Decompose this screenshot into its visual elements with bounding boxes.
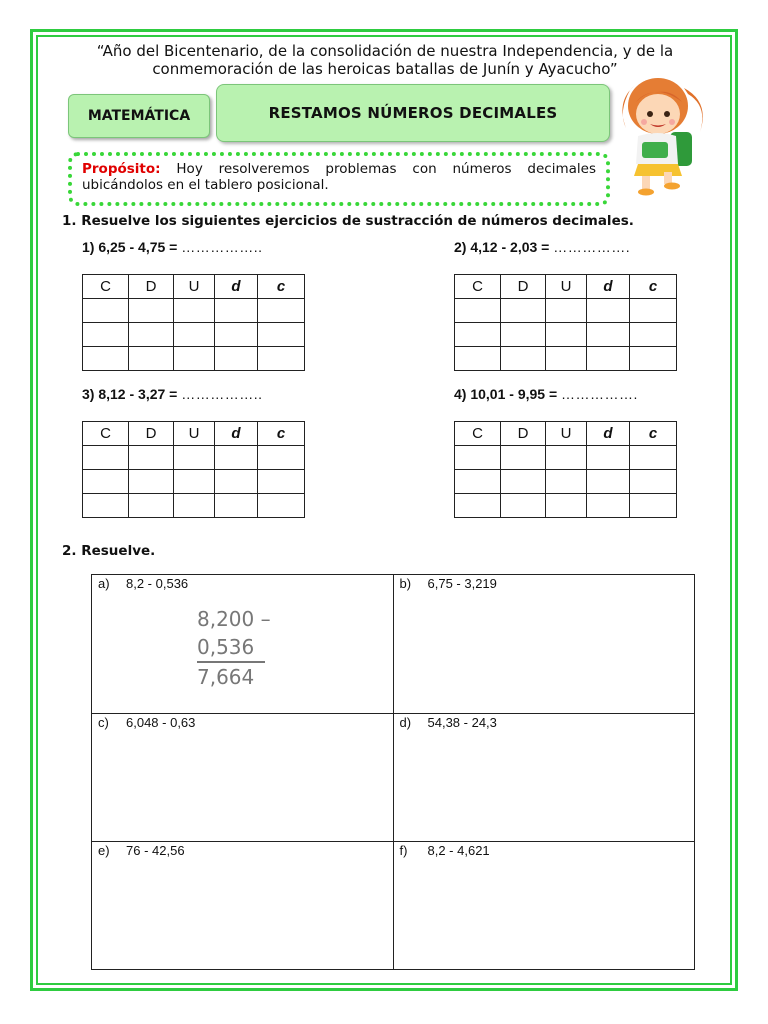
header-centenas: C — [455, 275, 501, 299]
cell[interactable] — [215, 446, 258, 470]
cell[interactable] — [215, 470, 258, 494]
header-decenas: D — [129, 422, 174, 446]
cell[interactable] — [587, 470, 630, 494]
cell[interactable] — [129, 323, 174, 347]
cell[interactable] — [546, 299, 587, 323]
cell[interactable] — [501, 446, 546, 470]
cell[interactable] — [174, 494, 215, 518]
problem-a-expr: 8,2 - 0,536 — [126, 576, 189, 591]
table-row[interactable] — [455, 347, 677, 371]
table-row[interactable] — [455, 470, 677, 494]
header-centesimos: c — [258, 422, 305, 446]
cell[interactable] — [501, 323, 546, 347]
purpose-text: Hoy resolveremos problemas con números decimales ubicándolos en el tablero posicional. — [82, 161, 596, 193]
header-unidades: U — [174, 422, 215, 446]
header-decimos: d — [215, 422, 258, 446]
section-2-heading: 2. Resuelve. — [62, 543, 156, 559]
header-centenas: C — [455, 422, 501, 446]
motto-line-2: conmemoración de las heroicas batallas de Junín y Ayacucho” — [152, 60, 618, 78]
cell[interactable] — [455, 299, 501, 323]
table-row[interactable] — [83, 347, 305, 371]
cell[interactable] — [587, 299, 630, 323]
place-value-table-2 — [454, 274, 677, 371]
cell[interactable] — [630, 323, 677, 347]
problem-f-letter: f) — [399, 843, 408, 858]
place-value-table-1 — [82, 274, 305, 371]
table-row[interactable] — [83, 494, 305, 518]
cell[interactable] — [630, 347, 677, 371]
header-centenas: C — [83, 275, 129, 299]
problem-a-cell[interactable] — [92, 575, 394, 714]
exercise-2 — [454, 239, 630, 255]
problem-b-letter: b) — [399, 576, 412, 591]
cell[interactable] — [630, 446, 677, 470]
place-value-table-4 — [454, 421, 677, 518]
motto-line-1: “Año del Bicentenario, de la consolidación de nuestra Independencia, y de la — [96, 42, 674, 60]
cell[interactable] — [455, 446, 501, 470]
cell[interactable] — [129, 446, 174, 470]
exercise-1-blank[interactable]: …………….. — [181, 239, 263, 255]
girl-student-icon — [612, 72, 712, 196]
cell[interactable] — [83, 347, 129, 371]
cell[interactable] — [587, 446, 630, 470]
problem-c-cell[interactable] — [92, 714, 394, 842]
problem-b-expr: 6,75 - 3,219 — [427, 576, 497, 591]
cell[interactable] — [83, 299, 129, 323]
cell[interactable] — [215, 299, 258, 323]
cell[interactable] — [174, 347, 215, 371]
cell[interactable] — [501, 494, 546, 518]
cell[interactable] — [258, 299, 305, 323]
cell[interactable] — [174, 323, 215, 347]
cell[interactable] — [546, 494, 587, 518]
exercise-3 — [82, 386, 263, 402]
cell[interactable] — [630, 494, 677, 518]
table-row[interactable] — [455, 494, 677, 518]
problems-row — [92, 842, 695, 970]
cell[interactable] — [129, 299, 174, 323]
page-title: RESTAMOS NÚMEROS DECIMALES — [216, 84, 610, 142]
cell[interactable] — [546, 347, 587, 371]
work-subtrahend: 0,536 — [197, 633, 265, 663]
cell[interactable] — [587, 494, 630, 518]
cell[interactable] — [546, 470, 587, 494]
work-minuend: 8,200 – — [197, 607, 271, 631]
problem-c-letter: c) — [98, 715, 109, 730]
problem-c-expr: 6,048 - 0,63 — [126, 715, 196, 730]
table-header-row — [83, 275, 305, 299]
cell[interactable] — [630, 470, 677, 494]
exercise-3-blank[interactable]: …………….. — [181, 386, 263, 402]
cell[interactable] — [258, 323, 305, 347]
table-row[interactable] — [83, 446, 305, 470]
problem-d-cell[interactable] — [393, 714, 695, 842]
cell[interactable] — [258, 494, 305, 518]
table-header-row — [455, 275, 677, 299]
cell[interactable] — [258, 470, 305, 494]
header-centesimos: c — [258, 275, 305, 299]
cell[interactable] — [501, 470, 546, 494]
exercise-3-expr: 3) 8,12 - 3,27 = — [82, 386, 182, 402]
cell[interactable] — [587, 323, 630, 347]
cell[interactable] — [174, 446, 215, 470]
cell[interactable] — [215, 494, 258, 518]
header-decimos: d — [587, 422, 630, 446]
subject-label: MATEMÁTICA — [68, 94, 210, 138]
cell[interactable] — [129, 470, 174, 494]
cell[interactable] — [546, 323, 587, 347]
table-row[interactable] — [455, 446, 677, 470]
cell[interactable] — [129, 347, 174, 371]
cell[interactable] — [83, 470, 129, 494]
cell[interactable] — [258, 446, 305, 470]
table-header-row — [455, 422, 677, 446]
table-row[interactable] — [83, 470, 305, 494]
purpose-box — [68, 152, 610, 206]
work-result: 7,664 — [197, 665, 255, 689]
cell[interactable] — [258, 347, 305, 371]
purpose-label: Propósito: — [82, 161, 161, 177]
cell[interactable] — [129, 494, 174, 518]
cell[interactable] — [587, 347, 630, 371]
cell[interactable] — [455, 347, 501, 371]
problem-d-letter: d) — [399, 715, 412, 730]
worked-subtraction — [197, 605, 271, 691]
cell[interactable] — [546, 446, 587, 470]
header-decimos: d — [215, 275, 258, 299]
exercise-4-expr: 4) 10,01 - 9,95 = — [454, 386, 562, 402]
header-decenas: D — [129, 275, 174, 299]
exercise-1-expr: 1) 6,25 - 4,75 = — [82, 239, 182, 255]
header-decenas: D — [501, 422, 546, 446]
exercise-2-expr: 2) 4,12 - 2,03 = — [454, 239, 554, 255]
cell[interactable] — [455, 470, 501, 494]
section-1-heading: 1. Resuelve los siguientes ejercicios de sustracción de números decimales. — [62, 213, 634, 229]
header-decimos: d — [587, 275, 630, 299]
header-centenas: C — [83, 422, 129, 446]
cell[interactable] — [83, 494, 129, 518]
header-unidades: U — [546, 275, 587, 299]
header-unidades: U — [174, 275, 215, 299]
problem-e-expr: 76 - 42,56 — [126, 843, 185, 858]
cell[interactable] — [83, 323, 129, 347]
cell[interactable] — [630, 299, 677, 323]
header-centesimos: c — [630, 275, 677, 299]
problem-f-cell[interactable] — [393, 842, 695, 970]
exercise-4 — [454, 386, 638, 402]
header-centesimos: c — [630, 422, 677, 446]
problem-f-expr: 8,2 - 4,621 — [427, 843, 490, 858]
exercise-1 — [82, 239, 263, 255]
cell[interactable] — [455, 494, 501, 518]
cell[interactable] — [455, 323, 501, 347]
exercise-2-blank[interactable]: ……………. — [553, 239, 631, 255]
place-value-table-3 — [82, 421, 305, 518]
problems-grid — [91, 574, 695, 970]
problem-a-letter: a) — [98, 576, 110, 591]
problem-e-letter: e) — [98, 843, 110, 858]
problem-e-cell[interactable] — [92, 842, 394, 970]
cell[interactable] — [215, 347, 258, 371]
table-row[interactable] — [83, 323, 305, 347]
problem-d-expr: 54,38 - 24,3 — [427, 715, 497, 730]
cell[interactable] — [83, 446, 129, 470]
table-row[interactable] — [83, 299, 305, 323]
table-header-row — [83, 422, 305, 446]
cell[interactable] — [501, 299, 546, 323]
table-row[interactable] — [455, 323, 677, 347]
problems-row — [92, 575, 695, 714]
exercise-4-blank[interactable]: ……………. — [561, 386, 638, 402]
cell[interactable] — [174, 470, 215, 494]
cell[interactable] — [174, 299, 215, 323]
problem-b-cell[interactable] — [393, 575, 695, 714]
cell[interactable] — [501, 347, 546, 371]
table-row[interactable] — [455, 299, 677, 323]
header-decenas: D — [501, 275, 546, 299]
header-unidades: U — [546, 422, 587, 446]
problems-row — [92, 714, 695, 842]
cell[interactable] — [215, 323, 258, 347]
